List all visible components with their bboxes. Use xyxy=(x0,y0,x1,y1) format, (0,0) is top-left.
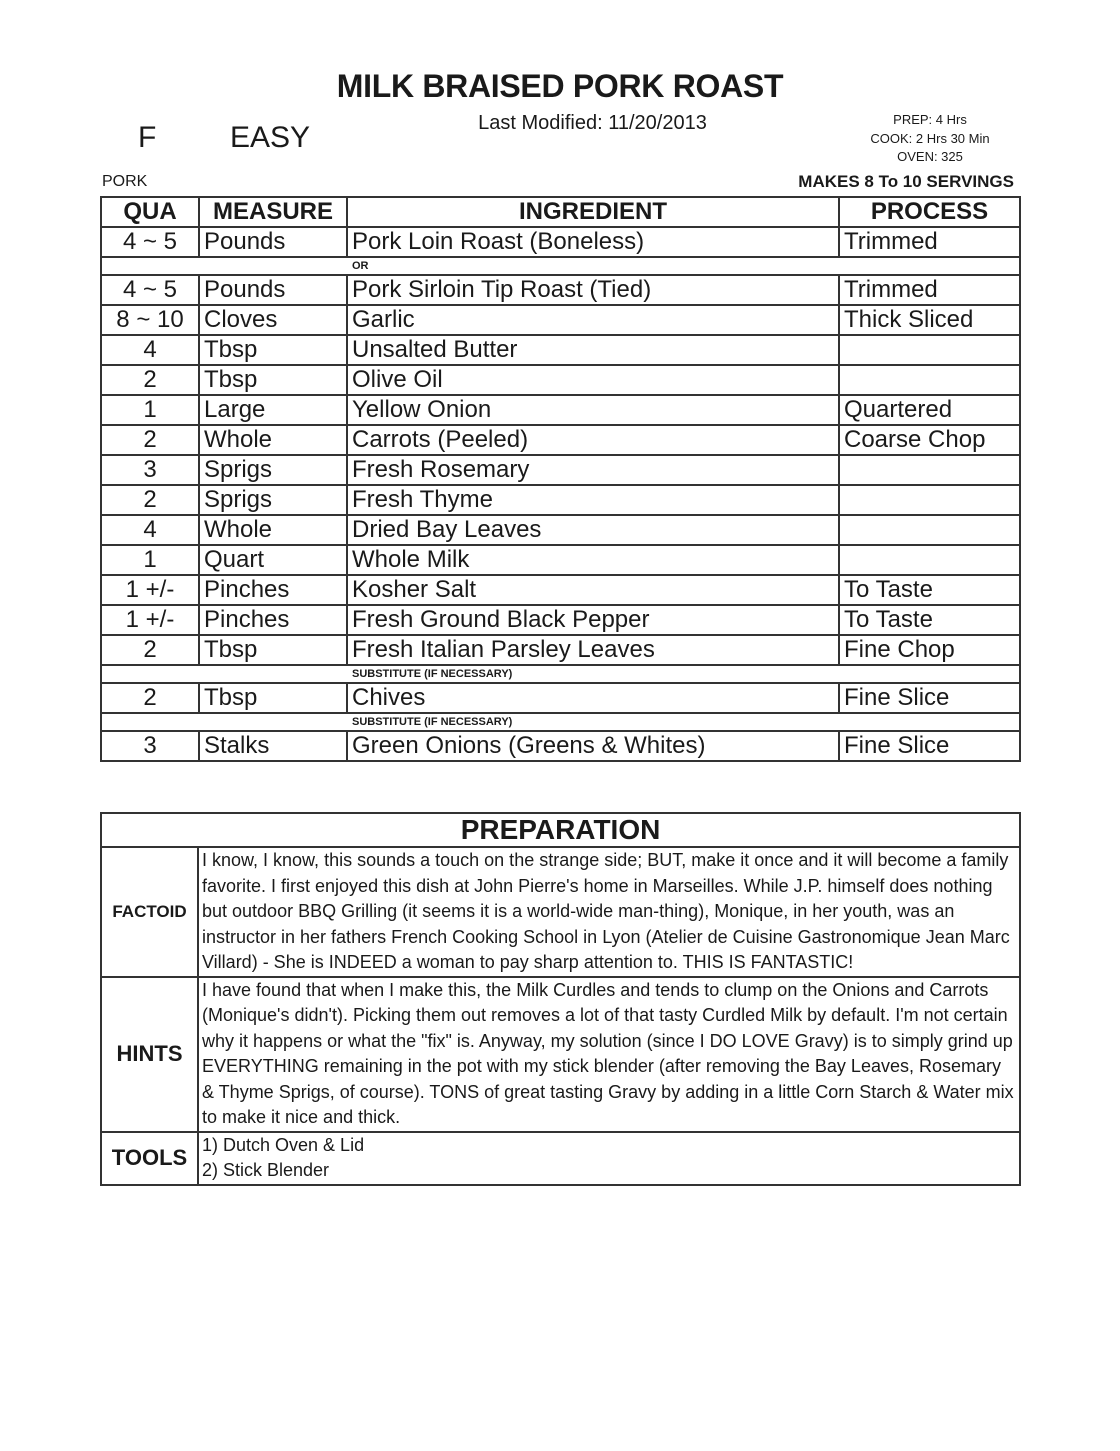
ingredient-row xyxy=(101,227,1020,257)
preparation-table xyxy=(100,812,1021,1186)
ingredient-cell: Kosher Salt xyxy=(347,575,839,605)
ingredient-row xyxy=(101,605,1020,635)
ingredient-row xyxy=(101,275,1020,305)
ingredient-row xyxy=(101,545,1020,575)
qua-cell: 3 xyxy=(101,731,199,761)
process-cell xyxy=(839,335,1020,365)
tool-item: 1) Dutch Oven & Lid xyxy=(202,1134,365,1155)
measure-cell: Pounds xyxy=(199,275,347,305)
ingredient-row xyxy=(101,455,1020,485)
process-cell: Fine Slice xyxy=(839,731,1020,761)
process-cell: Trimmed xyxy=(839,227,1020,257)
measure-cell: Whole xyxy=(199,425,347,455)
ingredient-cell: Fresh Thyme xyxy=(347,485,839,515)
ingredient-row xyxy=(101,305,1020,335)
ingredients-body xyxy=(101,227,1020,761)
category-code: F xyxy=(138,121,157,154)
ingredient-row xyxy=(101,425,1020,455)
ingredient-row xyxy=(101,515,1020,545)
measure-cell: Stalks xyxy=(199,731,347,761)
ingredient-row xyxy=(101,635,1020,665)
ingredient-cell: Chives xyxy=(347,683,839,713)
column-header-measure: MEASURE xyxy=(199,197,347,227)
process-cell: To Taste xyxy=(839,605,1020,635)
measure-cell: Large xyxy=(199,395,347,425)
column-header-ingredient: INGREDIENT xyxy=(347,197,839,227)
process-cell: To Taste xyxy=(839,575,1020,605)
factoid-label: FACTOID xyxy=(101,847,198,977)
ingredient-row xyxy=(101,575,1020,605)
cook-time: COOK: 2 Hrs 30 Min xyxy=(870,130,990,146)
measure-cell: Quart xyxy=(199,545,347,575)
qua-cell: 1 xyxy=(101,395,199,425)
ingredient-cell: Carrots (Peeled) xyxy=(347,425,839,455)
ingredient-row xyxy=(101,731,1020,761)
process-cell xyxy=(839,515,1020,545)
qua-cell: 2 xyxy=(101,485,199,515)
ingredient-row xyxy=(101,395,1020,425)
separator-label: SUBSTITUTE (IF NECESSARY) xyxy=(352,716,513,728)
ingredient-cell: Pork Sirloin Tip Roast (Tied) xyxy=(347,275,839,305)
measure-cell: Tbsp xyxy=(199,365,347,395)
factoid-text: I know, I know, this sounds a touch on the strange side; BUT, make it once and it will become a family favorite. I first enjoyed this dish at John Pierre's home in Marseilles. While J.P. himself does nothing but outdoor BBQ Grilling (it seems it is a world-wide man-thing), Monique, in her youth, was an instructor in her fathers French Cooking School in Lyon (Atelier de Cuisine Gastronomique Jean Marc Villard) - She is INDEED a woman to pay sharp attention to. THIS IS FANTASTIC! xyxy=(198,847,1020,977)
separator-label: OR xyxy=(352,260,369,272)
oven-temp: OVEN: 325 xyxy=(897,149,963,164)
column-header-process: PROCESS xyxy=(839,197,1020,227)
measure-cell: Pinches xyxy=(199,605,347,635)
measure-cell: Tbsp xyxy=(199,683,347,713)
process-cell: Fine Chop xyxy=(839,635,1020,665)
tools-label: TOOLS xyxy=(101,1132,198,1185)
ingredient-cell: Garlic xyxy=(347,305,839,335)
qua-cell: 1 +/- xyxy=(101,575,199,605)
separator-row xyxy=(101,713,1020,731)
qua-cell: 4 xyxy=(101,515,199,545)
ingredient-cell: Yellow Onion xyxy=(347,395,839,425)
difficulty-label: EASY xyxy=(230,121,311,154)
ingredient-cell: Fresh Italian Parsley Leaves xyxy=(347,635,839,665)
separator-row xyxy=(101,665,1020,683)
process-cell xyxy=(839,545,1020,575)
ingredient-cell: Green Onions (Greens & Whites) xyxy=(347,731,839,761)
tools-row xyxy=(101,1132,1020,1185)
ingredient-row xyxy=(101,365,1020,395)
category-label: PORK xyxy=(102,173,148,190)
measure-cell: Sprigs xyxy=(199,455,347,485)
last-modified: Last Modified: 11/20/2013 xyxy=(478,112,707,134)
tool-item: 2) Stick Blender xyxy=(202,1160,330,1180)
qua-cell: 3 xyxy=(101,455,199,485)
qua-cell: 1 xyxy=(101,545,199,575)
process-cell: Thick Sliced xyxy=(839,305,1020,335)
ingredients-header-row xyxy=(101,197,1020,227)
ingredient-cell: Fresh Rosemary xyxy=(347,455,839,485)
hints-text: I have found that when I make this, the Milk Curdles and tends to clump on the Onions and Carrots (Monique's didn't). Picking them out removes a lot of that tasty Curdled Milk by default. I'm not certain why it happens or what the "fix" is. Anyway, my solution (since I DO LOVE Gravy) is to simply grind up EVERYTHING remaining in the pot with my stick blender (after removing the Bay Leaves, Rosemary & Thyme Sprigs, of course). TONS of great tasting Gravy by adding in a little Corn Starch & Water mix to make it nice and thick. xyxy=(198,977,1020,1132)
ingredient-cell: Unsalted Butter xyxy=(347,335,839,365)
process-cell: Fine Slice xyxy=(839,683,1020,713)
servings-label: MAKES 8 To 10 SERVINGS xyxy=(798,172,1014,191)
factoid-row xyxy=(101,847,1020,977)
ingredient-cell: Fresh Ground Black Pepper xyxy=(347,605,839,635)
column-header-qua: QUA xyxy=(101,197,199,227)
ingredient-cell: Pork Loin Roast (Boneless) xyxy=(347,227,839,257)
measure-cell: Sprigs xyxy=(199,485,347,515)
separator-label: SUBSTITUTE (IF NECESSARY) xyxy=(352,668,513,680)
measure-cell: Pinches xyxy=(199,575,347,605)
ingredient-cell: Dried Bay Leaves xyxy=(347,515,839,545)
separator-row xyxy=(101,257,1020,275)
tools-list xyxy=(198,1132,1020,1185)
process-cell: Coarse Chop xyxy=(839,425,1020,455)
qua-cell: 4 ~ 5 xyxy=(101,227,199,257)
qua-cell: 8 ~ 10 xyxy=(101,305,199,335)
process-cell: Trimmed xyxy=(839,275,1020,305)
qua-cell: 2 xyxy=(101,635,199,665)
ingredients-table xyxy=(100,196,1021,762)
hints-label: HINTS xyxy=(101,977,198,1132)
ingredient-cell: Whole Milk xyxy=(347,545,839,575)
ingredient-row xyxy=(101,485,1020,515)
qua-cell: 1 +/- xyxy=(101,605,199,635)
preparation-heading: PREPARATION xyxy=(101,813,1020,847)
measure-cell: Tbsp xyxy=(199,635,347,665)
ingredient-cell: Olive Oil xyxy=(347,365,839,395)
measure-cell: Tbsp xyxy=(199,335,347,365)
time-summary xyxy=(850,111,1010,167)
qua-cell: 2 xyxy=(101,683,199,713)
recipe-title: MILK BRAISED PORK ROAST xyxy=(336,68,784,104)
prep-time: PREP: 4 Hrs xyxy=(893,112,967,127)
measure-cell: Pounds xyxy=(199,227,347,257)
hints-row xyxy=(101,977,1020,1132)
qua-cell: 4 xyxy=(101,335,199,365)
ingredient-row xyxy=(101,335,1020,365)
measure-cell: Whole xyxy=(199,515,347,545)
qua-cell: 2 xyxy=(101,425,199,455)
process-cell: Quartered xyxy=(839,395,1020,425)
ingredient-row xyxy=(101,683,1020,713)
measure-cell: Cloves xyxy=(199,305,347,335)
qua-cell: 4 ~ 5 xyxy=(101,275,199,305)
qua-cell: 2 xyxy=(101,365,199,395)
process-cell xyxy=(839,455,1020,485)
process-cell xyxy=(839,485,1020,515)
process-cell xyxy=(839,365,1020,395)
